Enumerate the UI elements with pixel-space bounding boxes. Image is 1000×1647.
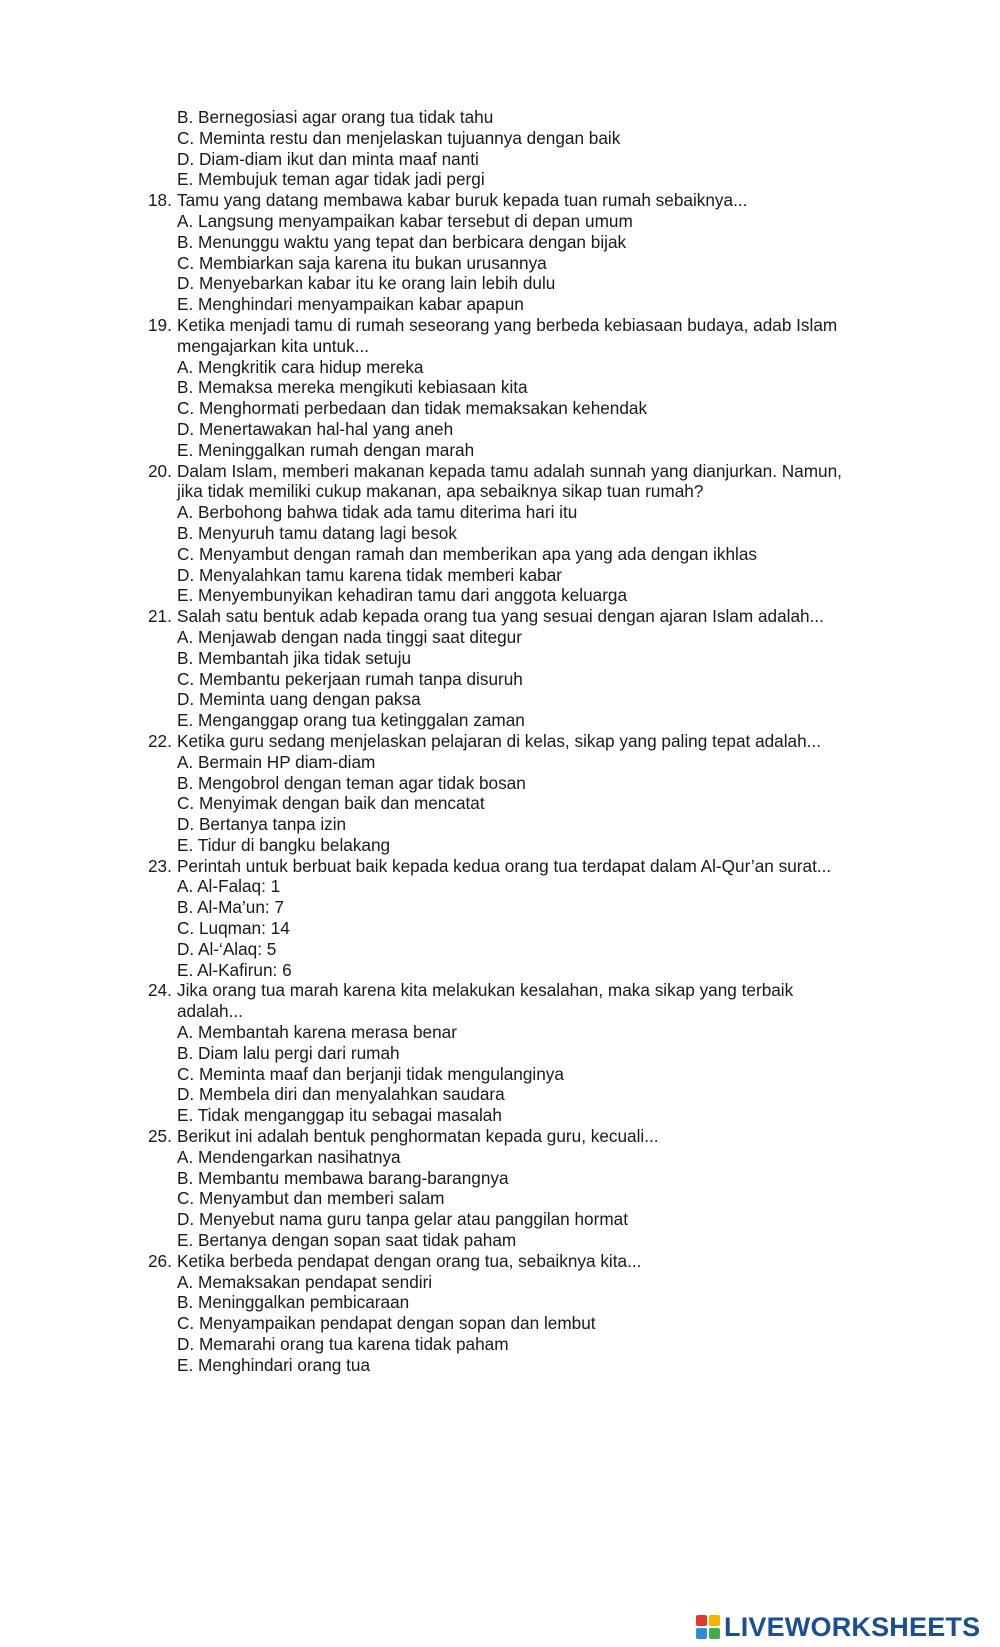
option-text: Al-Ma’un: 7 — [197, 897, 285, 918]
question-line — [0, 856, 1000, 877]
question-text: jika tidak memiliki cukup makanan, apa sebaiknya sikap tuan rumah? — [177, 481, 704, 502]
option-text: Membantu membawa barang-barangnya — [198, 1167, 509, 1188]
option-content — [177, 1209, 628, 1230]
option-text: Bermain HP diam-diam — [198, 751, 376, 772]
question-block — [0, 1126, 1000, 1251]
option-text: Meninggalkan pembicaraan — [198, 1292, 410, 1313]
option-letter: C. — [177, 543, 195, 564]
option-text: Menghormati perbedaan dan tidak memaksakan kehendak — [198, 398, 648, 419]
answer-option — [0, 128, 1000, 149]
option-text: Meminta restu dan menjelaskan tujuannya dengan baik — [198, 127, 621, 148]
answer-option — [0, 773, 1000, 794]
logo-square-4 — [709, 1628, 720, 1639]
question-text: mengajarkan kita untuk... — [177, 335, 370, 356]
option-text: Menyalahkan tamu karena tidak memberi kabar — [198, 564, 562, 585]
option-text: Mengobrol dengan teman agar tidak bosan — [198, 772, 526, 793]
option-content — [177, 211, 633, 232]
option-text: Menganggap orang tua ketinggalan zaman — [198, 710, 525, 731]
option-letter: D. — [177, 689, 195, 710]
option-text: Memaksakan pendapat sendiri — [198, 1271, 433, 1292]
question-text: Ketika menjadi tamu di rumah seseorang yang berbeda kebiasaan budaya, adab Islam — [177, 314, 838, 335]
answer-option — [0, 1064, 1000, 1085]
option-letter: D. — [177, 1084, 195, 1105]
question-text: Jika orang tua marah karena kita melakukan kesalahan, maka sikap yang terbaik — [177, 980, 794, 1001]
answer-option — [0, 1230, 1000, 1251]
option-text: Berbohong bahwa tidak ada tamu diterima hari itu — [198, 502, 578, 523]
option-text: Diam-diam ikut dan minta maaf nanti — [198, 148, 479, 169]
option-content — [177, 565, 562, 586]
option-letter: C. — [177, 398, 195, 419]
option-letter: D. — [177, 1209, 195, 1230]
question-number: 19. — [148, 314, 172, 335]
question-block — [0, 190, 1000, 315]
option-letter: A. — [177, 210, 194, 231]
option-letter: B. — [177, 897, 194, 918]
question-text: Dalam Islam, memberi makanan kepada tamu adalah sunnah yang dianjurkan. Namun, — [177, 460, 842, 481]
question-block — [0, 980, 1000, 1126]
option-content — [177, 793, 485, 814]
option-text: Memarahi orang tua karena tidak paham — [198, 1334, 509, 1355]
option-text: Bernegosiasi agar orang tua tidak tahu — [198, 107, 494, 127]
option-text: Menjawab dengan nada tinggi saat ditegur — [198, 626, 522, 647]
option-text: Tidur di bangku belakang — [197, 834, 391, 855]
option-content — [177, 1292, 409, 1313]
answer-option — [0, 1292, 1000, 1313]
option-text: Langsung menyampaikan kabar tersebut di depan umum — [198, 210, 633, 231]
answer-option — [0, 1022, 1000, 1043]
question-block — [0, 1251, 1000, 1376]
answer-option — [0, 793, 1000, 814]
option-letter: C. — [177, 127, 195, 148]
answer-option — [0, 1084, 1000, 1105]
option-text: Menyambut dan memberi salam — [198, 1188, 445, 1209]
logo-square-2 — [709, 1615, 720, 1626]
answer-option — [0, 1334, 1000, 1355]
option-letter: A. — [177, 1022, 194, 1043]
option-text: Menghindari menyampaikan kabar apapun — [198, 294, 524, 315]
question-line-continued — [0, 336, 1000, 357]
option-text: Membiarkan saja karena itu bukan urusannya — [198, 252, 547, 273]
option-content — [177, 752, 375, 773]
option-letter: A. — [177, 876, 194, 897]
option-letter: D. — [177, 938, 195, 959]
option-text: Membantah karena merasa benar — [198, 1022, 457, 1043]
answer-option — [0, 918, 1000, 939]
option-content — [177, 585, 627, 606]
option-content — [177, 1355, 370, 1376]
option-content — [177, 710, 525, 731]
option-content — [177, 377, 528, 398]
option-content — [177, 918, 290, 939]
option-letter: B. — [177, 1292, 194, 1313]
liveworksheets-brand: LIVEWORKSHEETS — [724, 1611, 981, 1642]
option-letter: C. — [177, 1188, 195, 1209]
option-letter: B. — [177, 647, 194, 668]
option-text: Menyampaikan pendapat dengan sopan dan lembut — [198, 1313, 596, 1334]
option-text: Al-‘Alaq: 5 — [198, 938, 277, 959]
question-number: 18. — [148, 190, 172, 211]
option-content — [177, 814, 346, 835]
logo-square-3 — [696, 1628, 707, 1639]
option-letter: C. — [177, 793, 195, 814]
option-content — [177, 149, 479, 170]
option-letter: E. — [177, 1230, 194, 1251]
option-letter: E. — [177, 1354, 194, 1375]
question-text: Ketika berbeda pendapat dengan orang tua, sebaiknya kita... — [177, 1250, 642, 1271]
option-text: Membela diri dan menyalahkan saudara — [198, 1084, 505, 1105]
option-text: Menyembunyikan kehadiran tamu dari anggota keluarga — [198, 585, 628, 606]
option-content — [177, 273, 555, 294]
question-number: 23. — [148, 855, 172, 876]
option-content — [177, 1064, 564, 1085]
previous-question-continuation — [0, 107, 1000, 190]
answer-option — [0, 502, 1000, 523]
worksheet-page — [0, 107, 1000, 1376]
answer-option — [0, 107, 1000, 128]
option-letter: C. — [177, 918, 195, 939]
question-line — [0, 1126, 1000, 1147]
option-content — [177, 939, 276, 960]
answer-option — [0, 440, 1000, 461]
question-text: Perintah untuk berbuat baik kepada kedua orang tua terdapat dalam Al-Qur’an surat... — [177, 855, 832, 876]
option-letter: D. — [177, 148, 195, 169]
option-letter: C. — [177, 668, 195, 689]
question-number: 25. — [148, 1126, 172, 1147]
option-content — [177, 1147, 401, 1168]
question-line-continued — [0, 481, 1000, 502]
option-text: Meminta maaf dan berjanji tidak mengulanginya — [198, 1063, 564, 1084]
option-letter: C. — [177, 1313, 195, 1334]
option-content — [177, 294, 524, 315]
option-content — [177, 1105, 502, 1126]
option-content — [177, 1043, 400, 1064]
option-text: Menyimak dengan baik dan mencatat — [198, 793, 485, 814]
answer-option — [0, 897, 1000, 918]
answer-option — [0, 1272, 1000, 1293]
answer-option — [0, 1168, 1000, 1189]
option-text: Luqman: 14 — [198, 918, 290, 939]
option-letter: E. — [177, 169, 194, 190]
answer-option — [0, 1043, 1000, 1064]
question-text: Berikut ini adalah bentuk penghormatan kepada guru, kecuali... — [177, 1126, 659, 1147]
option-text: Bertanya tanpa izin — [198, 814, 347, 835]
option-text: Meminta uang dengan paksa — [198, 689, 421, 710]
option-text: Menyambut dengan ramah dan memberikan apa yang ada dengan ikhlas — [198, 543, 757, 564]
answer-option — [0, 273, 1000, 294]
question-line — [0, 731, 1000, 752]
option-text: Menyuruh tamu datang lagi besok — [198, 522, 457, 543]
question-number: 22. — [148, 730, 172, 751]
option-content — [177, 1022, 457, 1043]
option-content — [177, 544, 757, 565]
answer-option — [0, 585, 1000, 606]
question-number: 21. — [148, 606, 172, 627]
question-line — [0, 1251, 1000, 1272]
question-text: Tamu yang datang membawa kabar buruk kepada tuan rumah sebaiknya... — [177, 190, 748, 211]
question-text: Salah satu bentuk adab kepada orang tua yang sesuai dengan ajaran Islam adalah... — [177, 606, 824, 627]
option-letter: A. — [177, 626, 194, 647]
option-content — [177, 502, 577, 523]
option-text: Membujuk teman agar tidak jadi pergi — [198, 169, 485, 190]
logo-square-1 — [696, 1615, 707, 1626]
option-letter: B. — [177, 1042, 194, 1063]
option-letter: A. — [177, 1146, 194, 1167]
answer-option — [0, 544, 1000, 565]
option-content — [177, 648, 411, 669]
option-letter: D. — [177, 1334, 195, 1355]
question-number: 24. — [148, 980, 172, 1001]
question-block — [0, 856, 1000, 981]
option-letter: E. — [177, 710, 194, 731]
option-content — [177, 1313, 596, 1334]
question-line — [0, 190, 1000, 211]
question-line — [0, 980, 1000, 1001]
option-letter: E. — [177, 439, 194, 460]
answer-option — [0, 689, 1000, 710]
option-content — [177, 419, 453, 440]
answer-option — [0, 960, 1000, 981]
option-content — [177, 523, 457, 544]
answer-option — [0, 1147, 1000, 1168]
answer-option — [0, 1105, 1000, 1126]
answer-option — [0, 419, 1000, 440]
option-letter: B. — [177, 1167, 194, 1188]
question-number: 26. — [148, 1250, 172, 1271]
option-content — [177, 1084, 505, 1105]
option-content — [177, 232, 626, 253]
question-block — [0, 606, 1000, 731]
answer-option — [0, 232, 1000, 253]
question-line — [0, 461, 1000, 482]
option-text: Meninggalkan rumah dengan marah — [198, 439, 475, 460]
option-text: Menyebarkan kabar itu ke orang lain lebih dulu — [198, 273, 556, 294]
option-text: Menertawakan hal-hal yang aneh — [198, 418, 454, 439]
answer-option — [0, 710, 1000, 731]
option-letter: D. — [177, 418, 195, 439]
option-content — [177, 627, 522, 648]
option-text: Membantu pekerjaan rumah tanpa disuruh — [198, 668, 523, 689]
answer-option — [0, 1209, 1000, 1230]
question-number: 20. — [148, 460, 172, 481]
question-block — [0, 731, 1000, 856]
answer-option — [0, 1188, 1000, 1209]
answer-option — [0, 669, 1000, 690]
answer-option — [0, 835, 1000, 856]
option-content — [177, 1334, 509, 1355]
option-content — [177, 107, 493, 128]
option-letter: B. — [177, 231, 194, 252]
answer-option — [0, 752, 1000, 773]
question-text: adalah... — [177, 1001, 243, 1022]
option-content — [177, 1188, 444, 1209]
question-block — [0, 461, 1000, 607]
option-letter: E. — [177, 585, 194, 606]
answer-option — [0, 523, 1000, 544]
option-content — [177, 689, 421, 710]
option-letter: A. — [177, 502, 194, 523]
option-letter: B. — [177, 107, 194, 127]
option-text: Menghindari orang tua — [198, 1354, 371, 1375]
answer-option — [0, 939, 1000, 960]
option-letter: E. — [177, 959, 194, 980]
liveworksheets-footer — [696, 1612, 980, 1642]
option-letter: D. — [177, 814, 195, 835]
answer-option — [0, 294, 1000, 315]
option-content — [177, 669, 523, 690]
answer-option — [0, 253, 1000, 274]
option-content — [177, 128, 620, 149]
option-letter: E. — [177, 294, 194, 315]
answer-option — [0, 357, 1000, 378]
option-content — [177, 835, 390, 856]
option-letter: A. — [177, 751, 194, 772]
option-content — [177, 440, 474, 461]
answer-option — [0, 398, 1000, 419]
answer-option — [0, 876, 1000, 897]
answer-option — [0, 149, 1000, 170]
option-text: Menunggu waktu yang tepat dan berbicara dengan bijak — [198, 231, 627, 252]
option-content — [177, 773, 526, 794]
option-text: Al-Falaq: 1 — [197, 876, 281, 897]
option-content — [177, 169, 485, 190]
option-content — [177, 897, 284, 918]
option-text: Mendengarkan nasihatnya — [198, 1146, 401, 1167]
option-letter: C. — [177, 1063, 195, 1084]
question-line — [0, 315, 1000, 336]
option-text: Al-Kafirun: 6 — [197, 959, 292, 980]
option-text: Diam lalu pergi dari rumah — [198, 1042, 400, 1063]
option-content — [177, 1168, 509, 1189]
answer-option — [0, 169, 1000, 190]
option-letter: B. — [177, 772, 194, 793]
option-text: Mengkritik cara hidup mereka — [198, 356, 424, 377]
answer-option — [0, 377, 1000, 398]
option-content — [177, 1230, 516, 1251]
answer-option — [0, 627, 1000, 648]
answer-option — [0, 648, 1000, 669]
option-letter: E. — [177, 1105, 194, 1126]
question-line-continued — [0, 1001, 1000, 1022]
answer-option — [0, 565, 1000, 586]
question-line — [0, 606, 1000, 627]
answer-option — [0, 1313, 1000, 1334]
answer-option — [0, 1355, 1000, 1376]
option-text: Menyebut nama guru tanpa gelar atau panggilan hormat — [198, 1209, 628, 1230]
option-letter: E. — [177, 834, 194, 855]
option-text: Membantah jika tidak setuju — [198, 647, 412, 668]
option-letter: B. — [177, 522, 194, 543]
option-content — [177, 398, 647, 419]
option-content — [177, 876, 280, 897]
option-letter: D. — [177, 564, 195, 585]
option-content — [177, 357, 423, 378]
answer-option — [0, 814, 1000, 835]
option-letter: C. — [177, 252, 195, 273]
option-content — [177, 253, 547, 274]
question-block — [0, 315, 1000, 461]
option-letter: D. — [177, 273, 195, 294]
option-letter: A. — [177, 1271, 194, 1292]
option-letter: A. — [177, 356, 194, 377]
option-content — [177, 960, 292, 981]
option-text: Tidak menganggap itu sebagai masalah — [197, 1105, 502, 1126]
option-text: Bertanya dengan sopan saat tidak paham — [198, 1230, 517, 1251]
answer-option — [0, 211, 1000, 232]
option-content — [177, 1272, 432, 1293]
option-letter: B. — [177, 377, 194, 398]
question-text: Ketika guru sedang menjelaskan pelajaran di kelas, sikap yang paling tepat adalah... — [177, 730, 822, 751]
liveworksheets-logo-icon — [696, 1615, 720, 1639]
option-text: Memaksa mereka mengikuti kebiasaan kita — [198, 377, 528, 398]
